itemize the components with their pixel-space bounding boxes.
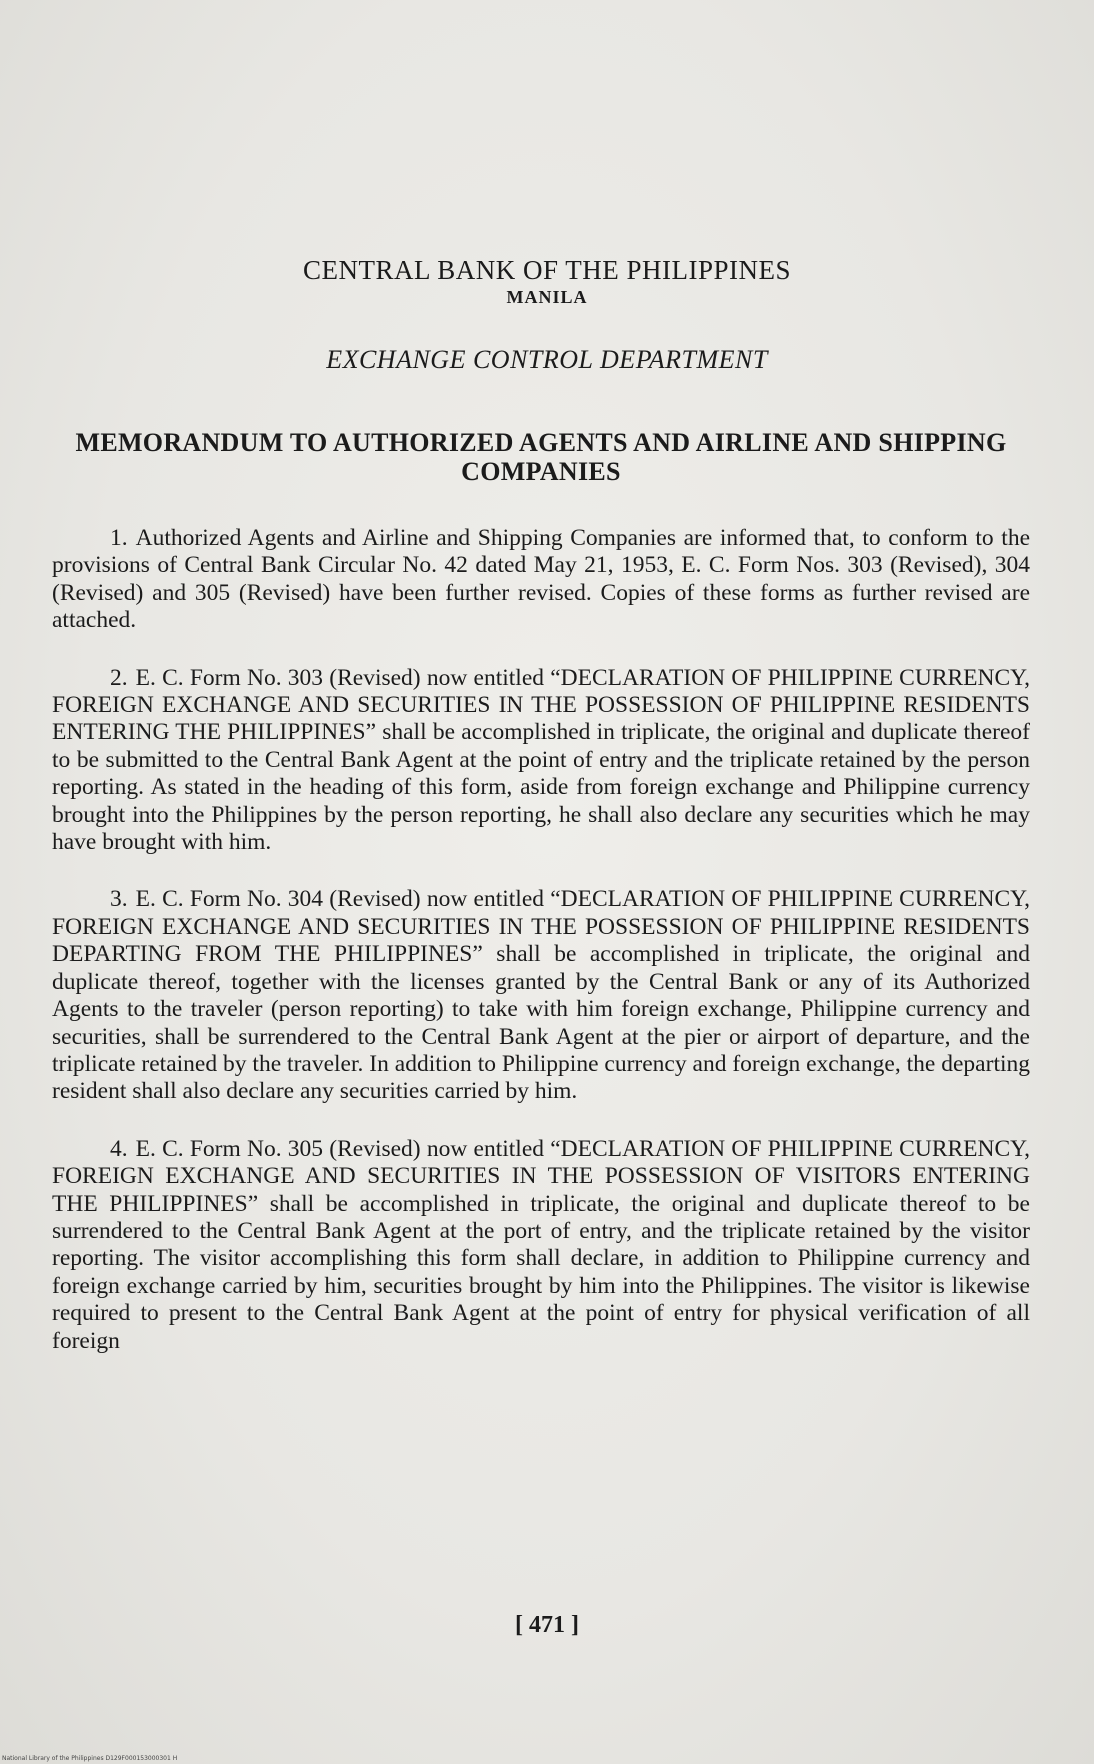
memorandum-body: [52, 525, 1030, 1385]
paragraph-number: 1.: [110, 525, 128, 551]
paragraph-text: Authorized Agents and Airline and Shipping Companies are informed that, to conform to the provisions of Central Bank Circular No. 42 dated May 21, 1953, E. C. Form Nos. 303 (Revised), 304 (Revised) and 305 (Revised) have been further revised. Copies of these forms as further revised are attached.: [52, 525, 1030, 634]
paragraph-3: [52, 886, 1030, 1105]
paragraph-number: 4.: [110, 1135, 128, 1162]
paragraph-2: [52, 665, 1030, 857]
archive-credit-line: National Library of the Philippines D129F000153000301 H: [2, 1755, 178, 1762]
department-heading: EXCHANGE CONTROL DEPARTMENT: [326, 345, 768, 374]
city-subheading: MANILA: [506, 287, 588, 307]
paragraph-4: [52, 1136, 1030, 1355]
paragraph-text: E. C. Form No. 303 (Revised) now entitled “DECLARATION OF PHILIPPINE CURRENCY, FOREIGN EXCHANGE AND SECURITIES IN THE POSSESSION OF PHILIPPINE RESIDENTS ENTERING THE PHILIPPINES” shall be accomplished in triplicate, the original and duplicate thereof to be submitted to the Central Bank Agent at the point of entry and the triplicate retained by the person reporting. As stated in the heading of this form, aside from foreign exchange and Philippine currency brought into the Philippines by the person reporting, he shall also declare any securities which he may have brought with him.: [52, 664, 1030, 856]
paragraph-text: E. C. Form No. 305 (Revised) now entitled “DECLARATION OF PHILIPPINE CURRENCY, FOREIGN EXCHANGE AND SECURITIES IN THE POSSESSION OF VISITORS ENTERING THE PHILIPPINES” shall be accomplished in triplicate, the original and duplicate thereof to be surrendered to the Central Bank Agent at the port of entry, and the triplicate retained by the visitor reporting. The visitor accomplishing this form shall declare, in addition to Philippine currency and foreign exchange carried by him, securities brought by him into the Philippines. The visitor is likewise required to present to the Central Bank Agent at the point of entry for physical verification of all foreign: [52, 1135, 1030, 1354]
page-number: [ 471 ]: [515, 1612, 579, 1638]
memorandum-title: MEMORANDUM TO AUTHORIZED AGENTS AND AIRLINE AND SHIPPING COMPANIES: [75, 428, 1007, 486]
paragraph-1: [52, 525, 1030, 635]
paragraph-text: E. C. Form No. 304 (Revised) now entitled “DECLARATION OF PHILIPPINE CURRENCY, FOREIGN EXCHANGE AND SECURITIES IN THE POSSESSION OF PHILIPPINE RESIDENTS DEPARTING FROM THE PHILIPPINES” shall be accomplished in triplicate, the original and duplicate thereof, together with the licenses granted by the Central Bank or any of its Authorized Agents to the traveler (person reporting) to take with him foreign exchange, Philippine currency and securities, shall be surrendered to the Central Bank Agent at the pier or airport of departure, and the triplicate retained by the traveler. In addition to Philippine currency and foreign exchange, the departing resident shall also declare any securities carried by him.: [52, 886, 1030, 1105]
bank-name-heading: CENTRAL BANK OF THE PHILIPPINES: [302, 255, 792, 285]
paragraph-number: 2.: [110, 664, 128, 691]
paragraph-number: 3.: [110, 886, 128, 913]
